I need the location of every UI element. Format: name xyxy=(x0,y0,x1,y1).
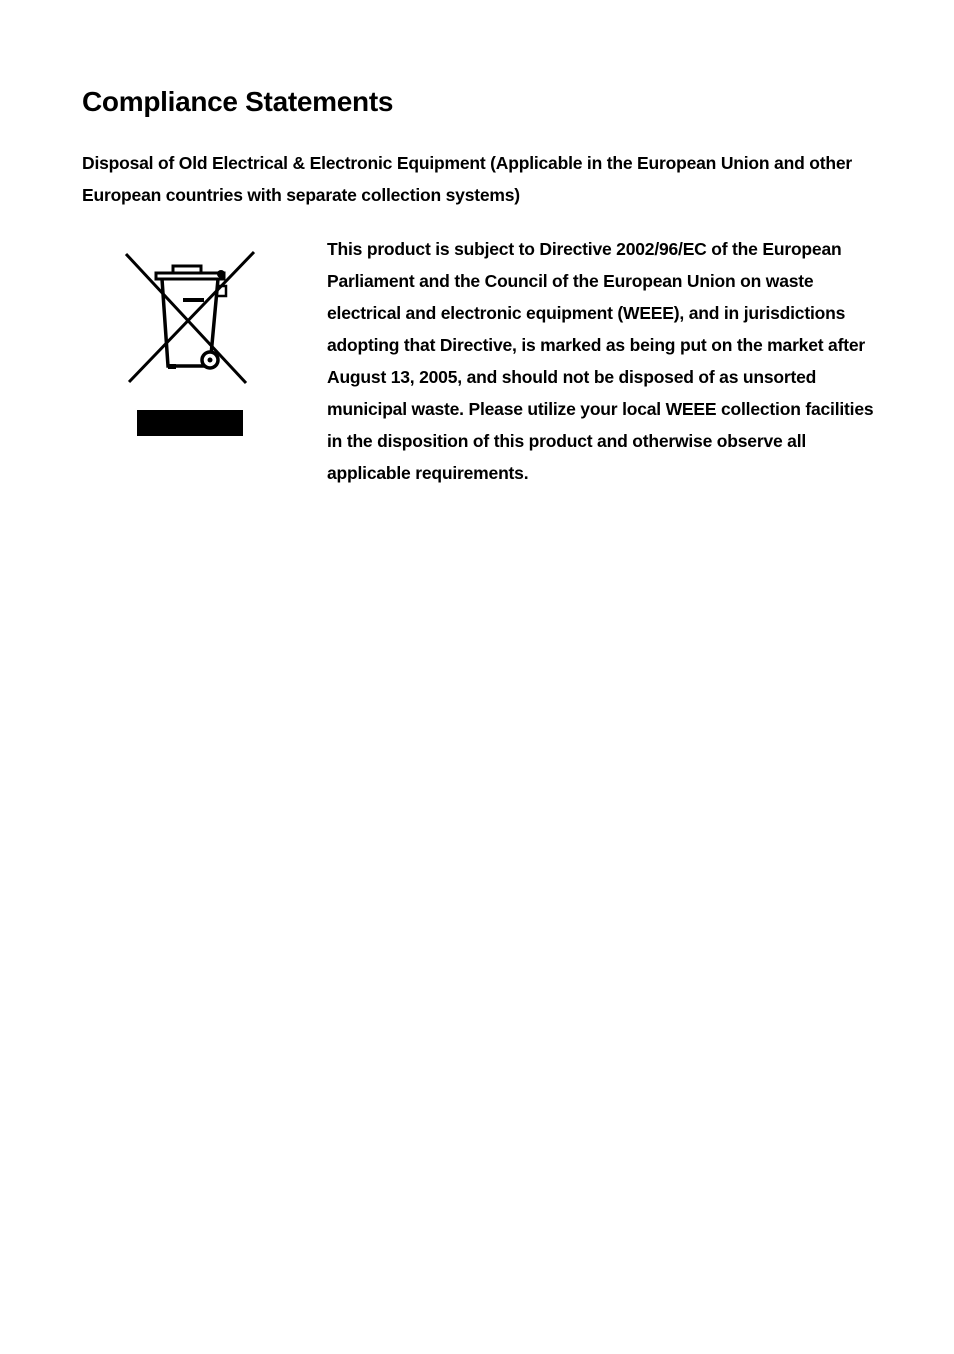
section-heading: Disposal of Old Electrical & Electronic Equipment (Applicable in the European Union and other European countries with separate collection systems) xyxy=(82,153,852,205)
page-title: Compliance Statements xyxy=(82,86,394,117)
weee-directive-text: This product is subject to Directive 2002/96/EC of the European Parliament and the Council of the European Union on waste electrical and electronic equipment (WEEE), and in jurisdictions adopting that Directive, is marked as being put on the market after August 13, 2005, and should not be disposed of as unsorted municipal waste. Please utilize your local WEEE collection facilities in the disposition of this product and otherwise observe all applicable requirements. xyxy=(327,239,874,483)
crossed-out-wheeled-bin-icon xyxy=(120,246,260,442)
